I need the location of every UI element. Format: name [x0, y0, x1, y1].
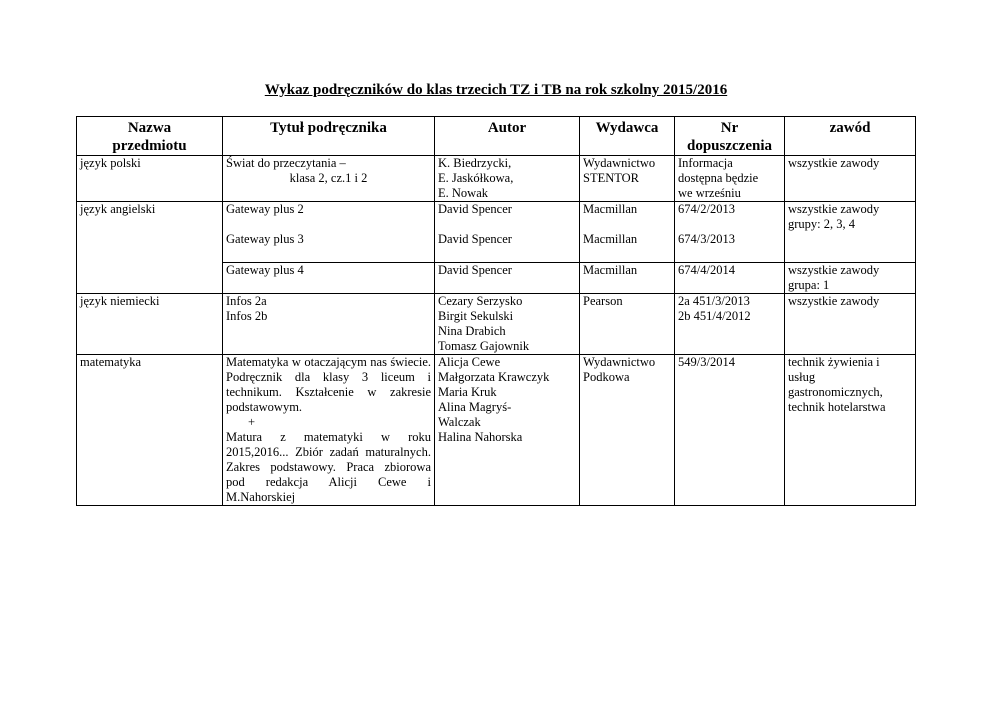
header-publisher: Wydawca [580, 117, 675, 156]
author-line: Maria Kruk [438, 385, 497, 399]
document-title: Wykaz podręczników do klas trzecich TZ i TB na rok szkolny 2015/2016 [264, 82, 728, 98]
table-row [77, 202, 916, 263]
cell-subject: język polski [77, 156, 223, 202]
cell-profession [785, 355, 916, 506]
cell-book [223, 156, 435, 202]
cell-book [223, 202, 435, 263]
header-approval-line-2: dopuszczenia [686, 138, 772, 154]
book-line: Gateway plus 2 [226, 202, 304, 216]
textbook-table [76, 116, 916, 506]
publisher-line: Podkowa [583, 370, 630, 384]
spacer [226, 217, 431, 232]
book-line: klasa 2, cz.1 i 2 [289, 171, 368, 185]
profession-line: wszystkie zawody [788, 202, 880, 216]
table-row [77, 355, 916, 506]
author-line: Nina Drabich [438, 324, 506, 338]
spacer [678, 217, 781, 232]
cell-profession: wszystkie zawody [785, 156, 916, 202]
cell-author [435, 294, 580, 355]
book-line: Gateway plus 3 [226, 232, 304, 246]
cell-approval: 674/4/2014 [675, 263, 785, 294]
author-line: E. Nowak [438, 186, 488, 200]
author-line: Tomasz Gajownik [438, 339, 530, 353]
table-row [77, 294, 916, 355]
approval-line: 2a 451/3/2013 [678, 294, 750, 308]
profession-line: wszystkie zawody [788, 263, 880, 277]
approval-line: dostępna będzie [678, 171, 759, 185]
publisher-line: Wydawnictwo [583, 156, 656, 170]
profession-line: grupy: 2, 3, 4 [788, 217, 856, 231]
header-author: Autor [435, 117, 580, 156]
cell-book: Gateway plus 4 [223, 263, 435, 294]
cell-book [223, 294, 435, 355]
table-header-row [77, 117, 916, 156]
cell-subject: język niemiecki [77, 294, 223, 355]
author-line: Walczak [438, 415, 481, 429]
cell-publisher: Macmillan [580, 263, 675, 294]
book-line: Infos 2b [226, 309, 268, 323]
author-line: E. Jaskółkowa, [438, 171, 514, 185]
header-book: Tytuł podręcznika [223, 117, 435, 156]
header-subject-line-2: przedmiotu [112, 138, 187, 154]
author-line: Birgit Sekulski [438, 309, 514, 323]
header-profession: zawód [785, 117, 916, 156]
profession-line: technik hotelarstwa [788, 400, 886, 414]
cell-approval: 549/3/2014 [675, 355, 785, 506]
profession-line: gastronomicznych, [788, 385, 883, 399]
header-approval [675, 117, 785, 156]
author-line: Alicja Cewe [438, 355, 501, 369]
approval-line: we wrześniu [678, 186, 741, 200]
approval-line: 2b 451/4/2012 [678, 309, 751, 323]
cell-author: David Spencer [435, 263, 580, 294]
profession-line: usług [788, 370, 816, 384]
book-line: Infos 2a [226, 294, 267, 308]
spacer [438, 217, 576, 232]
table-row [77, 156, 916, 202]
header-subject-line-1: Nazwa [127, 120, 172, 136]
cell-publisher [580, 355, 675, 506]
cell-author [435, 156, 580, 202]
author-line: Cezary Serzysko [438, 294, 523, 308]
author-line: Małgorzata Krawczyk [438, 370, 550, 384]
cell-publisher: Pearson [580, 294, 675, 355]
approval-line: 674/3/2013 [678, 232, 735, 246]
cell-approval [675, 294, 785, 355]
cell-subject: język angielski [77, 202, 223, 294]
cell-subject: matematyka [77, 355, 223, 506]
cell-profession [785, 202, 916, 263]
approval-line: Informacja [678, 156, 733, 170]
cell-publisher [580, 156, 675, 202]
author-line: David Spencer [438, 232, 512, 246]
cell-author [435, 355, 580, 506]
plus-sign: + [248, 415, 256, 429]
book-paragraph: Matura z matematyki w roku 2015,2016... Zbiór zadań maturalnych. Zakres podstawowy. Praca zbiorowa pod redakcja Alicji Cewe i M.Nahorskiej [226, 430, 431, 504]
author-line: Alina Magryś- [438, 400, 512, 414]
publisher-line: STENTOR [583, 171, 640, 185]
header-subject [77, 117, 223, 156]
author-line: K. Biedrzycki, [438, 156, 512, 170]
cell-author [435, 202, 580, 263]
cell-profession: wszystkie zawody [785, 294, 916, 355]
publisher-line: Macmillan [583, 202, 638, 216]
publisher-line: Wydawnictwo [583, 355, 656, 369]
author-line: David Spencer [438, 202, 512, 216]
author-line: Halina Nahorska [438, 430, 523, 444]
profession-line: grupa: 1 [788, 278, 830, 292]
publisher-line: Macmillan [583, 232, 638, 246]
cell-approval [675, 156, 785, 202]
book-paragraph: Matematyka w otaczającym nas świecie. Podręcznik dla klasy 3 liceum i technikum. Kształcenie w zakresie podstawowym. [226, 355, 431, 414]
cell-approval [675, 202, 785, 263]
approval-line: 674/2/2013 [678, 202, 735, 216]
book-line: Świat do przeczytania – [226, 156, 346, 170]
cell-book [223, 355, 435, 506]
cell-profession [785, 263, 916, 294]
profession-line: technik żywienia i [788, 355, 880, 369]
header-approval-line-1: Nr [720, 120, 739, 136]
spacer [583, 217, 671, 232]
cell-publisher [580, 202, 675, 263]
